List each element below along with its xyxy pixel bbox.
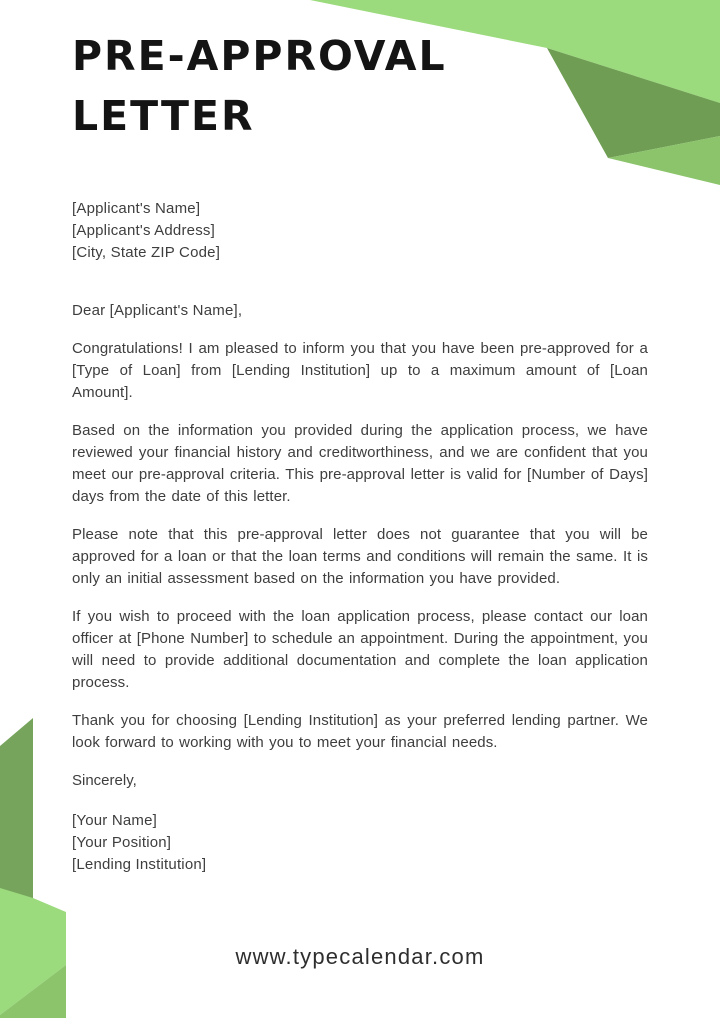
salutation: Dear [Applicant's Name], <box>72 302 243 319</box>
recipient-city-state-zip: [City, State ZIP Code] <box>72 244 221 261</box>
paragraph-disclaimer: Please note that this pre-approval letter does not guarantee that you will be approved for a loan or that the loan terms and conditions will remain the same. It is only an initial assessment based on the information you have provided. <box>72 526 648 587</box>
closing: Sincerely, <box>72 772 137 789</box>
paragraph-next-steps: If you wish to proceed with the loan application process, please contact our loan officer at [Phone Number] to schedule an appointment. During the appointment, you will need to provide additional documentation and complete the loan application process. <box>72 608 648 691</box>
footer-url: www.typecalendar.com <box>235 944 485 969</box>
signature-block <box>72 810 648 876</box>
recipient-address: [Applicant's Address] <box>72 222 215 239</box>
footer <box>0 944 720 970</box>
recipient-name: [Applicant's Name] <box>72 200 201 217</box>
signature-name: [Your Name] <box>72 812 158 829</box>
page-title-line1: PRE-APPROVAL <box>72 32 447 80</box>
page-title-line2: LETTER <box>72 92 255 140</box>
page-title <box>72 26 648 146</box>
signature-institution: [Lending Institution] <box>72 856 207 873</box>
paragraph-review-basis: Based on the information you provided during the application process, we have reviewed your financial history and creditworthiness, and we are confident that you meet our pre-approval criteria. This pre-approval letter is valid for [Number of Days] days from the date of this letter. <box>72 422 648 505</box>
paragraph-congratulations: Congratulations! I am pleased to inform you that you have been pre-approved for a [Type of Loan] from [Lending Institution] up to a maximum amount of [Loan Amount]. <box>72 340 648 401</box>
deco-polygon-band-bottom-left <box>0 718 33 898</box>
paragraph-thank-you: Thank you for choosing [Lending Institution] as your preferred lending partner. We look forward to working with you to meet your financial needs. <box>72 712 648 751</box>
signature-position: [Your Position] <box>72 834 172 851</box>
recipient-block <box>72 198 648 264</box>
letter-content <box>72 0 648 876</box>
